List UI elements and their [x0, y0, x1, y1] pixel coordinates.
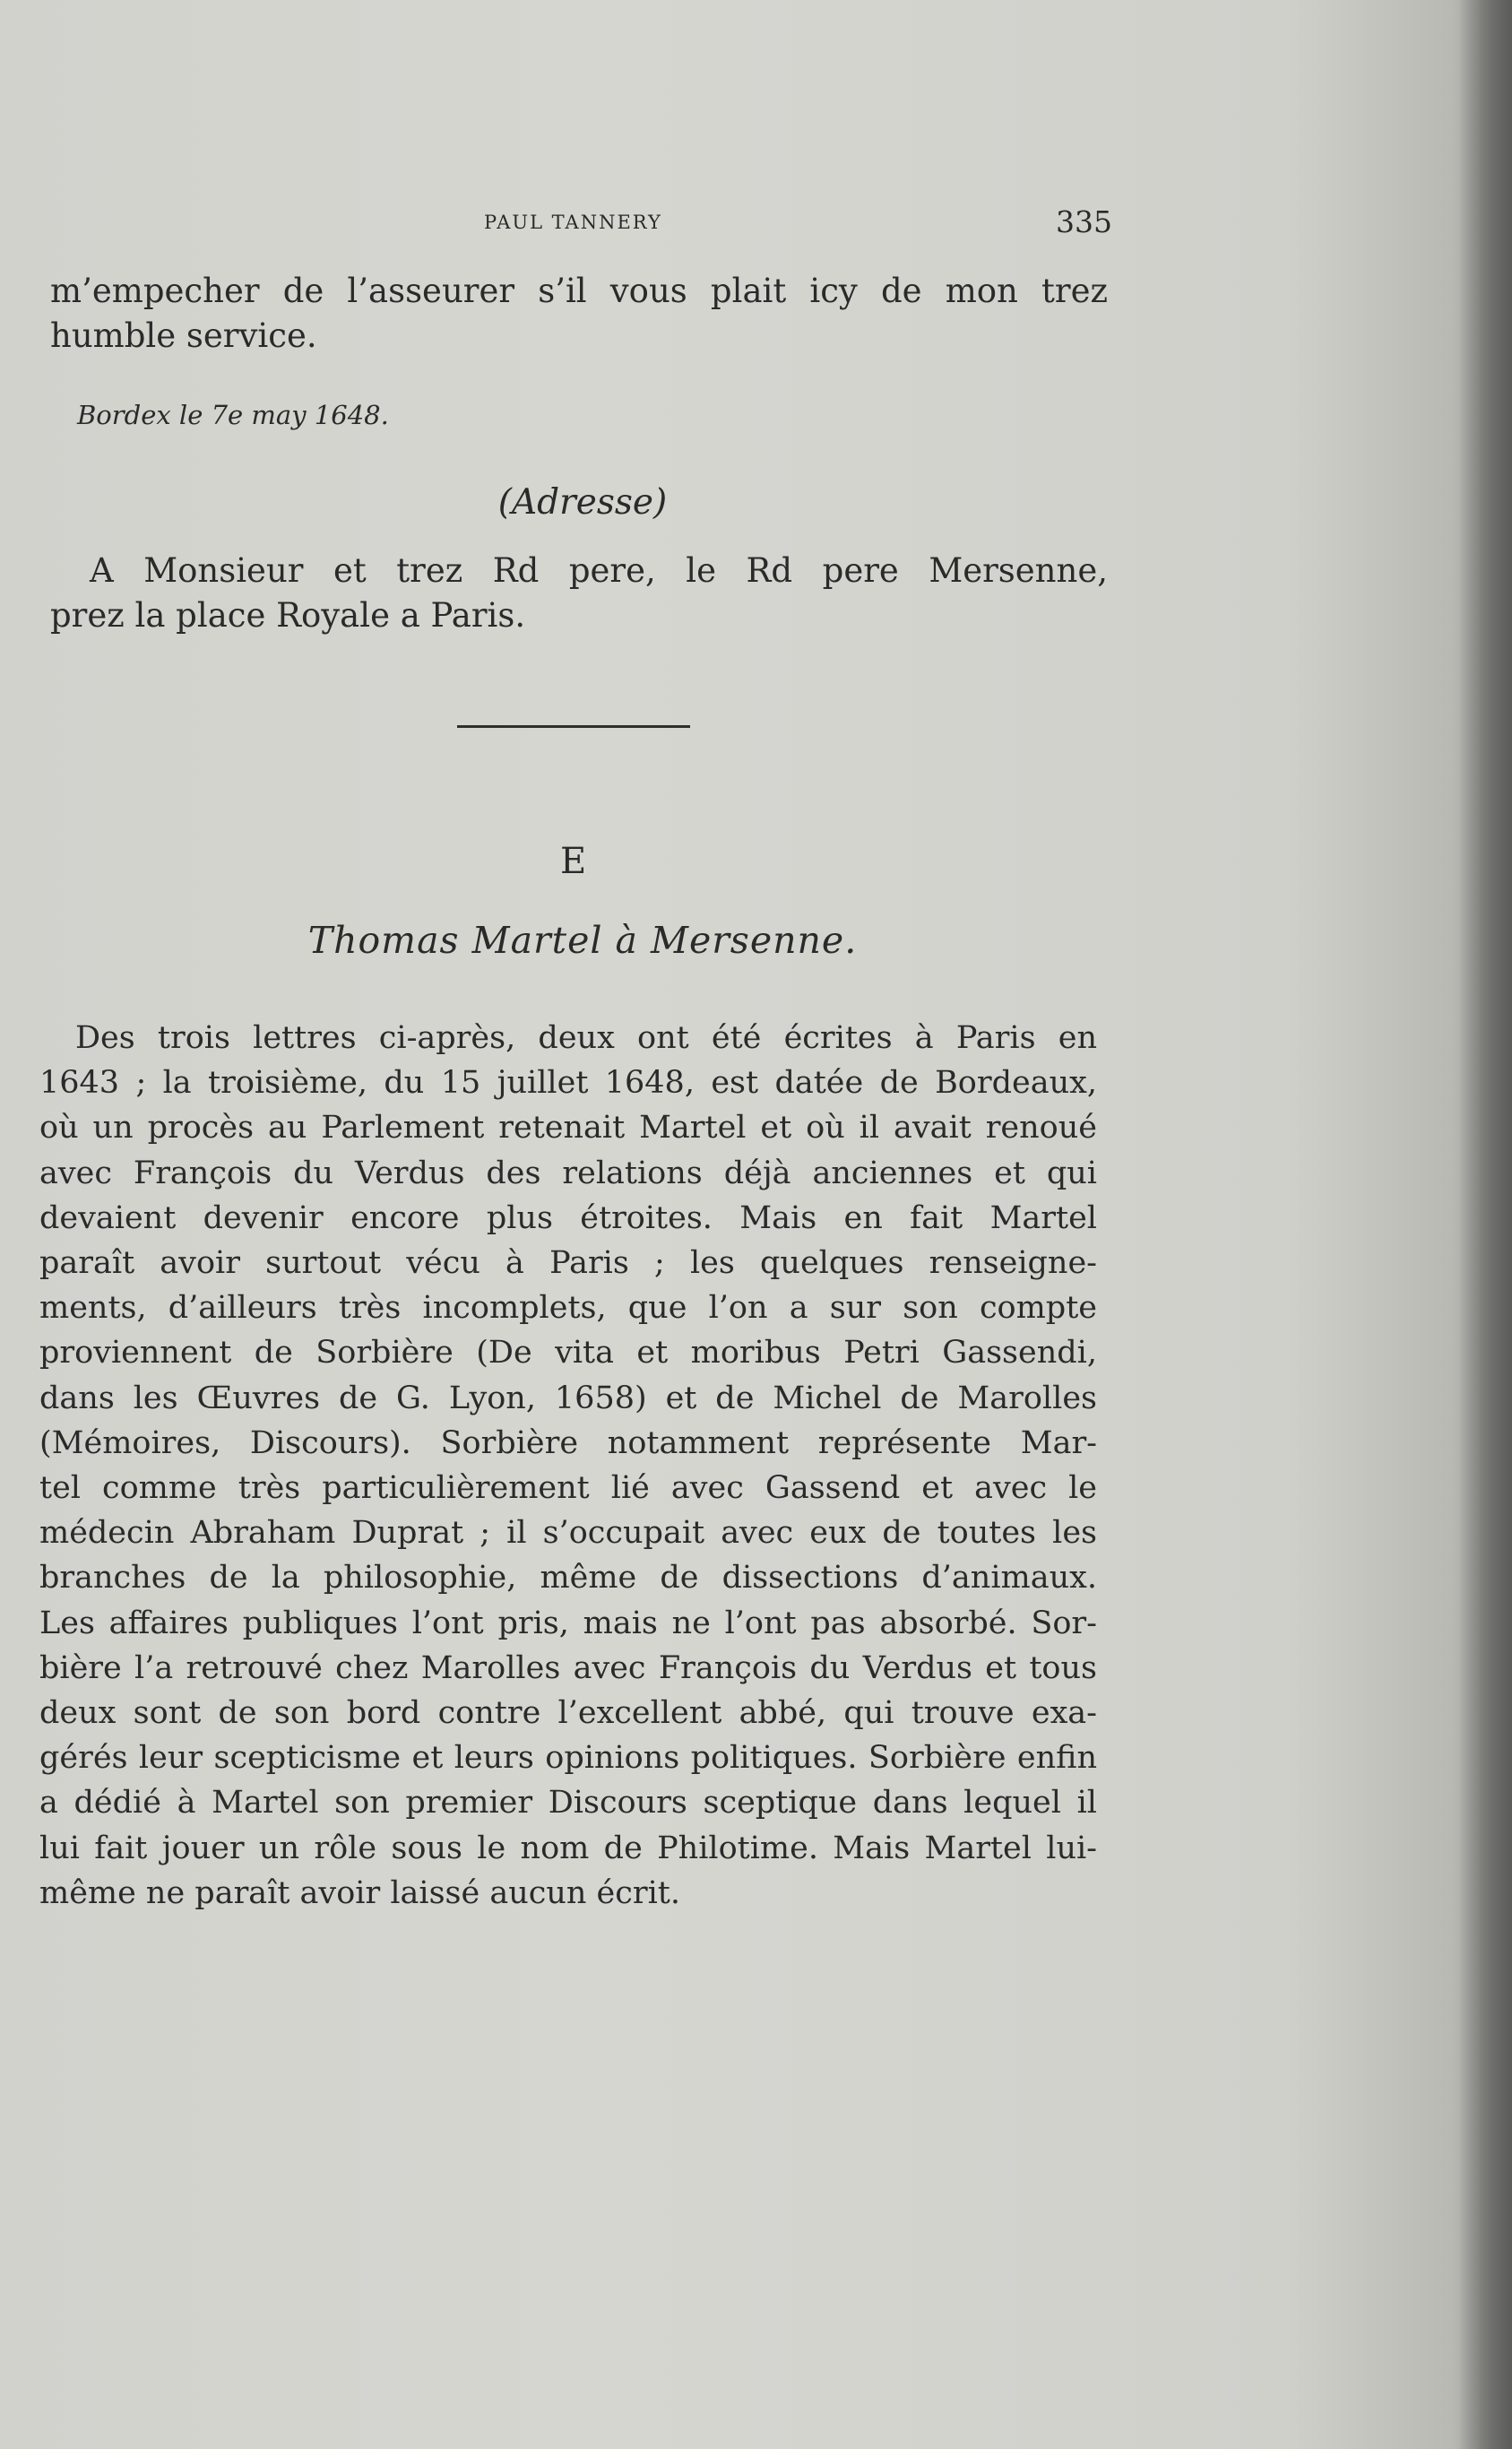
closing-line: m’empecher de l’asseurer s’il vous plait icy de mon trez: [50, 272, 1108, 310]
body-line: branches de la philosophie, même de dissections d’animaux.: [39, 1560, 1097, 1597]
body-line: où un procès au Parlement retenait Martel et où il avait renoué: [39, 1110, 1097, 1147]
body-line: a dédié à Martel son premier Discours sceptique dans lequel il: [39, 1785, 1097, 1822]
body-line: lui fait jouer un rôle sous le nom de Philotime. Mais Martel lui-: [39, 1830, 1097, 1866]
address-heading: (Adresse): [497, 482, 668, 523]
closing-line: humble service.: [50, 316, 317, 355]
running-head: PAUL TANNERY: [484, 212, 662, 233]
dateline: Bordex le 7e may 1648.: [77, 400, 389, 430]
body-line: avec François du Verdus des relations déjà anciennes et qui: [39, 1155, 1097, 1191]
body-line: Les affaires publiques l’ont pris, mais ne l’ont pas absorbé. Sor-: [39, 1605, 1097, 1641]
binding-gutter: [1458, 0, 1512, 2449]
section-divider: [457, 725, 690, 728]
address-line: prez la place Royale a Paris.: [50, 596, 526, 635]
body-line: deux sont de son bord contre l’excellent abbé, qui trouve exa-: [39, 1695, 1097, 1732]
body-line: devaient devenir encore plus étroites. Mais en fait Martel: [39, 1199, 1097, 1236]
address-block: [50, 549, 1108, 638]
body-line: bière l’a retrouvé chez Marolles avec François du Verdus et tous: [39, 1649, 1097, 1686]
body-line: médecin Abraham Duprat ; il s’occupait avec eux de toutes les: [39, 1515, 1097, 1552]
body-line: paraît avoir surtout vécu à Paris ; les quelques renseigne-: [39, 1245, 1097, 1282]
body-line: même ne paraît avoir laissé aucun écrit.: [39, 1874, 680, 1911]
body-line: gérés leur scepticisme et leurs opinions politiques. Sorbière enfin: [39, 1740, 1097, 1777]
body-line: dans les Œuvres de G. Lyon, 1658) et de Michel de Marolles: [39, 1380, 1097, 1416]
address-line: A Monsieur et trez Rd pere, le Rd pere Mersenne,: [90, 551, 1108, 590]
body-paragraph: [39, 1016, 1097, 1916]
section-title: Thomas Martel à Mersenne.: [307, 919, 858, 962]
body-line: (Mémoires, Discours). Sorbière notamment représente Mar-: [39, 1424, 1097, 1461]
body-line: proviennent de Sorbière (De vita et moribus Petri Gassendi,: [39, 1335, 1097, 1372]
body-line: Des trois lettres ci-après, deux ont été écrites à Paris en: [75, 1020, 1097, 1056]
letter-closing: [50, 269, 1108, 359]
body-line: tel comme très particulièrement lié avec Gassend et avec le: [39, 1470, 1097, 1507]
body-line: ments, d’ailleurs très incomplets, que l’on a sur son compte: [39, 1290, 1097, 1327]
body-line: 1643 ; la troisième, du 15 juillet 1648, est datée de Bordeaux,: [39, 1065, 1097, 1102]
page-number: 335: [1056, 204, 1112, 239]
section-letter: E: [560, 841, 587, 882]
